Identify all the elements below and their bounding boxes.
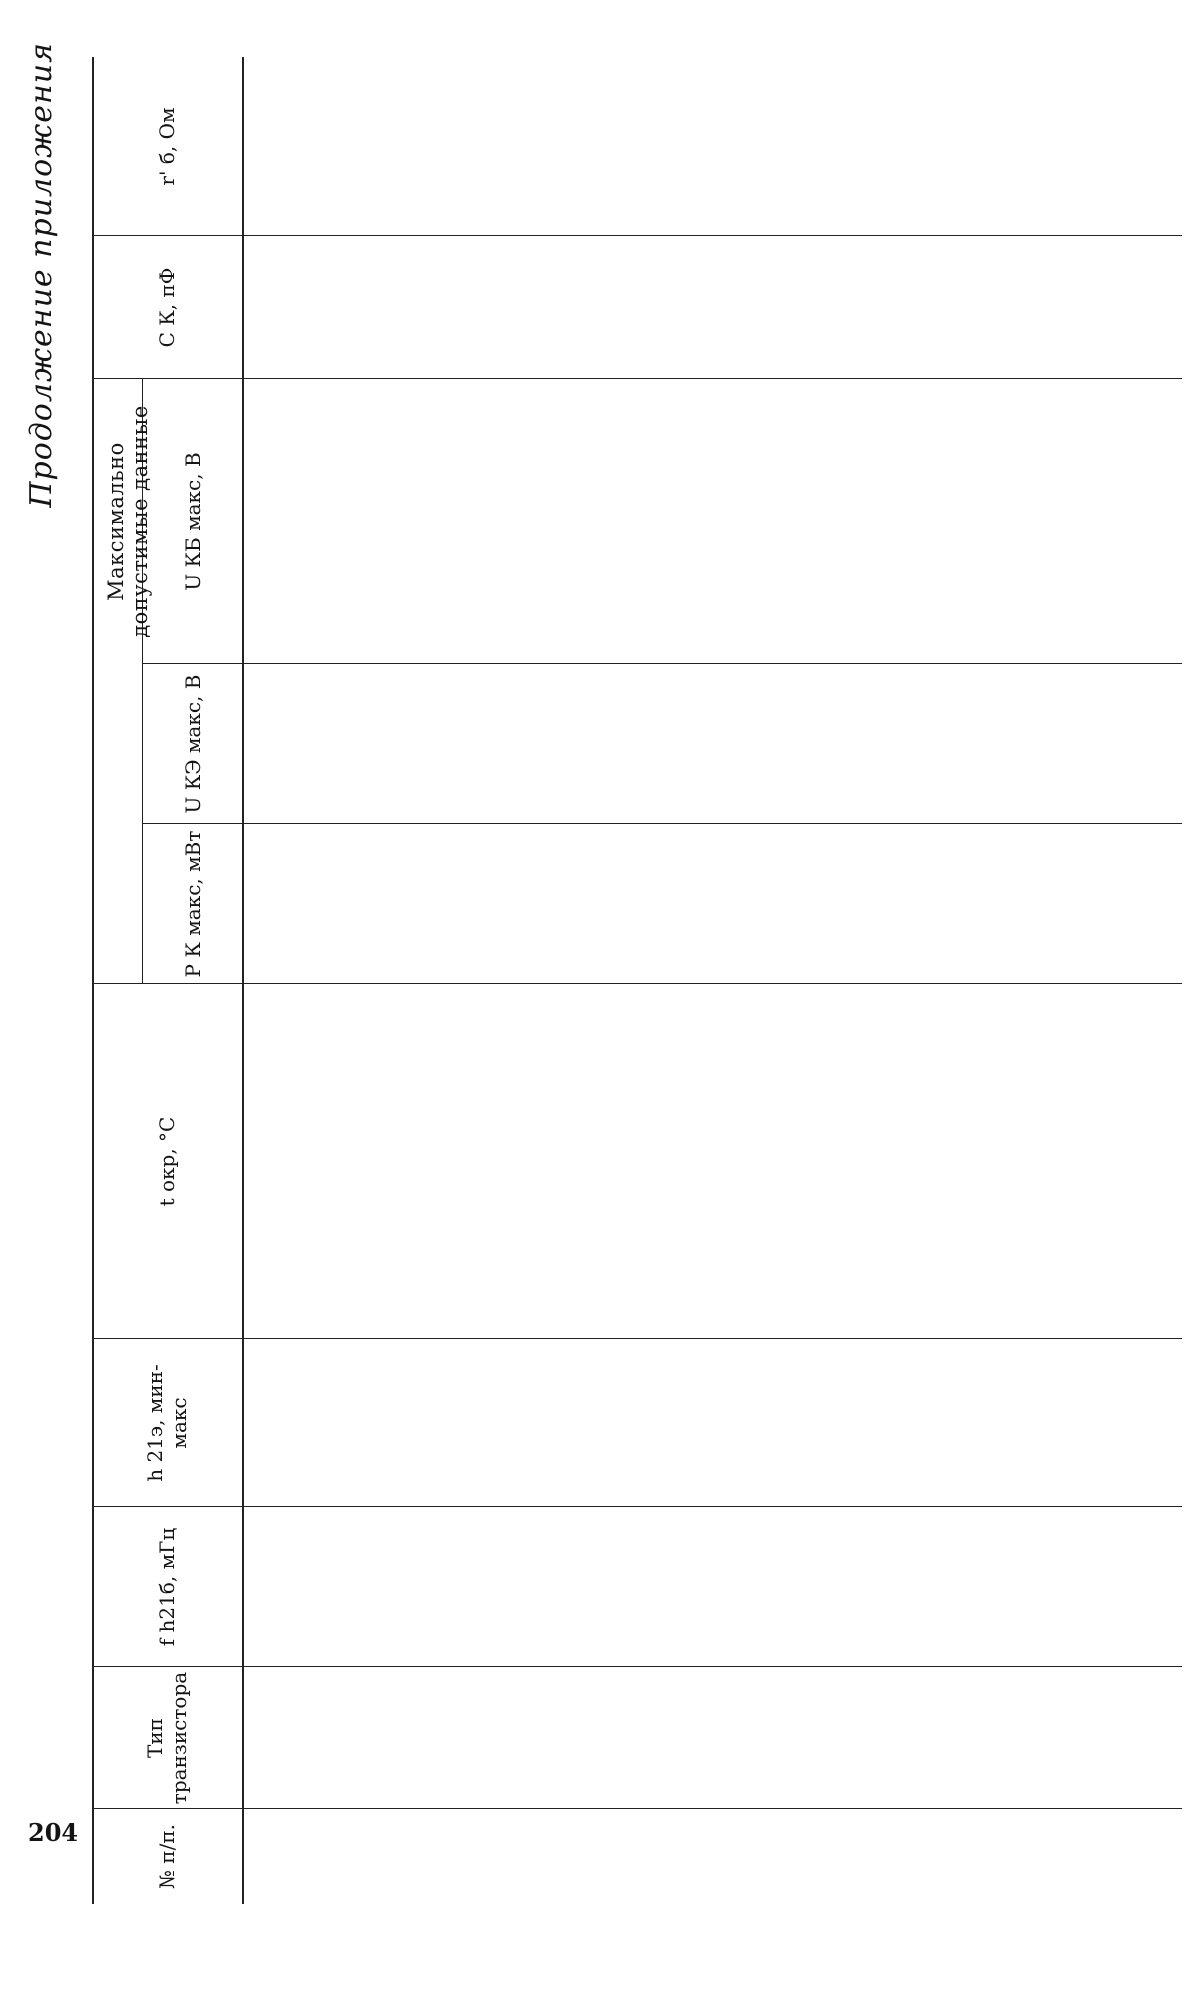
header-num: № п/п. <box>155 1823 179 1890</box>
col-divider <box>92 1338 1182 1339</box>
header-rule <box>242 57 244 1904</box>
header-pk-max: P К макс, мВт <box>181 830 205 978</box>
running-head: Продолжение приложения <box>24 42 59 508</box>
col-divider <box>92 235 1182 236</box>
header-fh21b: f h21б, мГц <box>155 1527 179 1647</box>
col-divider <box>92 378 1182 379</box>
page-number: 204 <box>28 1818 79 1847</box>
header-uke-max: U КЭ макс, В <box>181 674 205 814</box>
header-h21e: h 21э, мин-макс <box>143 1364 191 1482</box>
col-divider <box>142 663 1182 664</box>
col-divider <box>142 823 1182 824</box>
header-ck: C К, пФ <box>155 267 179 348</box>
col-divider <box>92 983 1182 984</box>
header-ukb-max: U КБ макс, В <box>181 452 205 591</box>
header-type: Тип транзистора <box>143 1671 191 1805</box>
header-rb: r' б, Ом <box>155 107 179 186</box>
col-divider <box>92 1506 1182 1507</box>
col-divider <box>92 1808 1182 1809</box>
header-t-env: t окр, °С <box>155 1116 179 1207</box>
transistor-table <box>92 57 1182 1904</box>
group-header: Максимально допустимые данные <box>104 405 152 638</box>
col-divider <box>92 1666 1182 1667</box>
